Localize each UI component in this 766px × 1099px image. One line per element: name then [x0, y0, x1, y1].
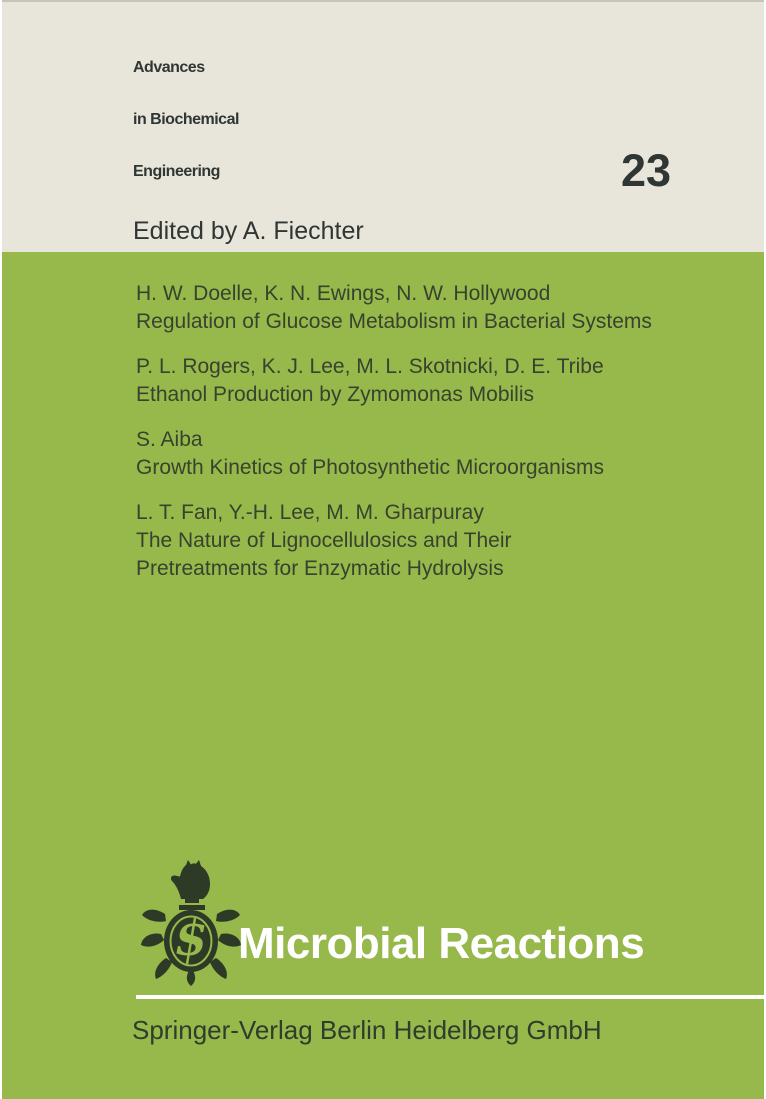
- toc-title-line: Regulation of Glucose Metabolism in Bacterial Systems: [136, 310, 652, 333]
- toc-title-line: The Nature of Lignocellulosics and Their: [136, 529, 512, 552]
- toc-title-line: Growth Kinetics of Photosynthetic Microorganisms: [136, 456, 605, 479]
- edited-by-line: Edited by A. Fiechter: [133, 217, 364, 245]
- toc-title-line: Ethanol Production by Zymomonas Mobilis: [136, 383, 535, 406]
- toc-entry: [136, 353, 724, 409]
- toc-entry: [136, 426, 724, 482]
- series-title: [133, 42, 239, 198]
- toc-entry: [136, 499, 724, 583]
- divider-rule: [136, 995, 764, 999]
- main-section: [2, 252, 764, 1099]
- toc-title-line: Pretreatments for Enzymatic Hydrolysis: [136, 557, 504, 580]
- springer-horse-crest-icon: [137, 858, 241, 986]
- header-section: [2, 0, 764, 252]
- toc-authors: H. W. Doelle, K. N. Ewings, N. W. Hollywood: [136, 282, 551, 305]
- publisher-imprint: Springer-Verlag Berlin Heidelberg GmbH: [132, 1015, 602, 1045]
- series-title-line: in Biochemical: [133, 111, 239, 128]
- volume-number: 23: [621, 145, 672, 196]
- toc-entry: [136, 280, 724, 336]
- book-title: Microbial Reactions: [238, 919, 645, 968]
- toc-authors: P. L. Rogers, K. J. Lee, M. L. Skotnicki, D. E. Tribe: [136, 355, 604, 378]
- toc-authors: L. T. Fan, Y.-H. Lee, M. M. Gharpuray: [136, 501, 484, 524]
- svg-text:S: S: [175, 916, 207, 965]
- series-title-line: Engineering: [133, 163, 220, 180]
- series-title-line: Advances: [133, 59, 205, 76]
- contents-list: [136, 280, 724, 600]
- toc-authors: S. Aiba: [136, 428, 203, 451]
